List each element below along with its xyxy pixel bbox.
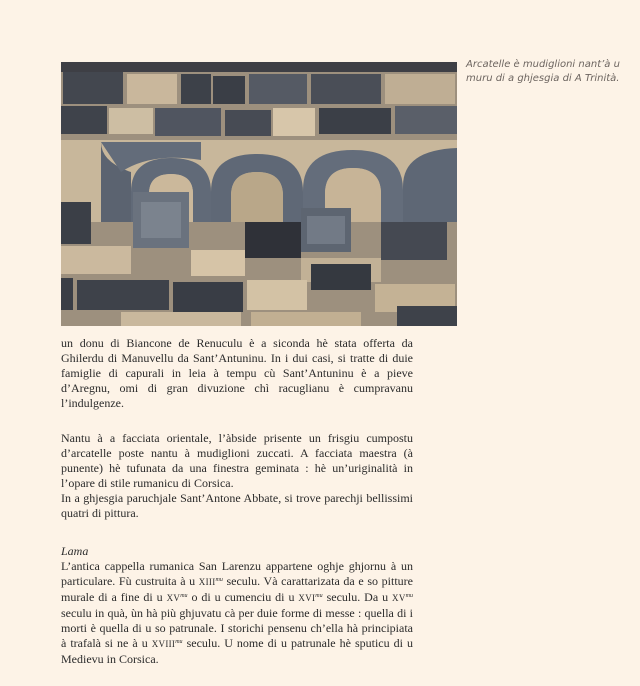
p3-text-2: seculu. Và carattarizata da e so pitture murale di a fine di u xyxy=(61,574,413,604)
p3-text-6: seculu. U nome di u patrunale hè sputicu di u Medievu in Corsica. xyxy=(61,636,413,666)
century-numeral: XVIII xyxy=(151,639,176,649)
century-numeral: XV xyxy=(392,593,406,603)
church-wall-photo xyxy=(61,62,457,326)
century-numeral: XVI xyxy=(298,593,316,603)
paragraph-1-text: un donu di Biancone de Renuculu è a siconda hè stata offerta da Ghilerdu di Manuvellu da Sant’Antuninu. In i dui casi, si tratte di duie famiglie di capurali in leia à tempu cù Sant’Antuninu è a pieve d’Aregnu, omi di gran divuzione chì racuglianu è cumpravanu l’indulgenze. xyxy=(61,336,413,410)
p3-text-1: L’antica cappella rumanica San Larenzu appartene oghje ghjornu à un particulare. Fù custruita à u xyxy=(61,559,413,588)
century-suffix: mu xyxy=(405,593,413,599)
photo-caption: Arcatelle è mudiglioni nant’à u muru di a ghjesgia di A Trinità. xyxy=(466,59,620,84)
paragraph-3-text xyxy=(61,559,413,667)
p3-text-4: seculu. Da u xyxy=(322,590,393,604)
paragraph-2a-text: Nantu à a facciata orientale, l’àbside prisente un frisgiu cumpostu d’arcatelle poste nantu à mudiglioni zuccati. A facciata maestra (à punente) hè tufunata da una finestra geminata : hè un’uriginalità in l’opare di stile rumanicu di Corsica. xyxy=(61,431,413,490)
paragraph-facade xyxy=(61,431,413,521)
section-lama xyxy=(61,544,413,667)
section-heading: Lama xyxy=(61,544,89,558)
century-suffix: mu xyxy=(180,593,188,599)
paragraph-2b-text: In a ghjesgia paruchjale Sant’Antone Abbate, si trove parechji bellissimi quatri di pittura. xyxy=(61,491,413,520)
century-suffix: mu xyxy=(315,593,323,599)
century-numeral: XV xyxy=(166,593,181,603)
p3-text-3: o di u cumenciu di u xyxy=(187,590,299,604)
century-numeral: XIII xyxy=(198,577,216,587)
century-suffix: mu xyxy=(175,639,183,645)
p3-text-5: seculu in quà, ùn hà più ghjuvatu cà per duie forme di messe : quella di i morti è quella di u so patrunale. I storichi pensenu ch’ella hà principiata à trafalà si ne à u xyxy=(61,606,413,650)
century-suffix: mu xyxy=(215,577,223,583)
paragraph-intro xyxy=(61,336,413,411)
